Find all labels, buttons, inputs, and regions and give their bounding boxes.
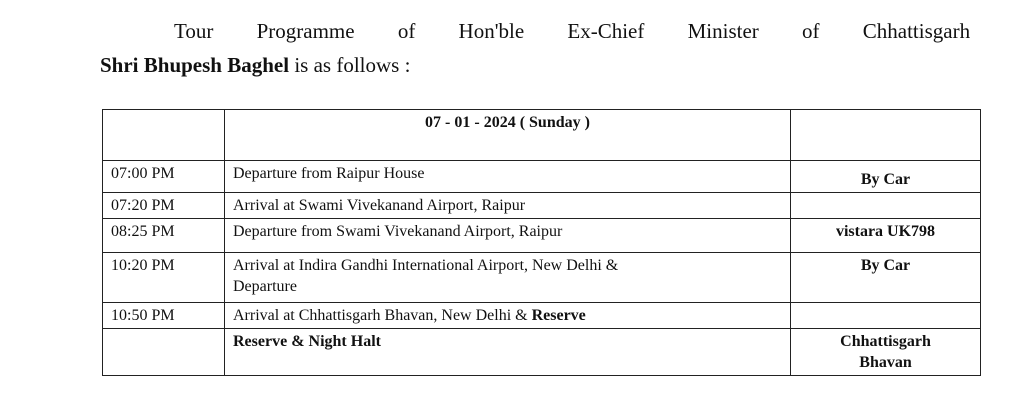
- intro-word: Hon'ble: [458, 19, 525, 43]
- time-cell: 10:20 PM: [103, 253, 225, 303]
- intro-word: Programme: [256, 19, 355, 43]
- event-cell: Departure from Raipur House: [225, 161, 791, 193]
- table-row: [103, 219, 981, 253]
- time-cell: [103, 329, 225, 376]
- intro-paragraph: [100, 14, 970, 82]
- table-row: [103, 303, 981, 329]
- reserve-label: Reserve: [531, 307, 586, 324]
- event-cell: Reserve & Night Halt: [225, 329, 791, 376]
- date-header: 07 - 01 - 2024 ( Sunday ): [225, 110, 791, 161]
- intro-word: Minister: [687, 19, 759, 43]
- event-line: Arrival at Indira Gandhi International Airport, New Delhi &: [233, 257, 619, 274]
- header-empty-cell: [791, 110, 981, 161]
- time-cell: 10:50 PM: [103, 303, 225, 329]
- time-cell: 08:25 PM: [103, 219, 225, 253]
- mode-cell: [791, 303, 981, 329]
- event-text: Arrival at Chhattisgarh Bhavan, New Delhi &: [233, 307, 532, 324]
- mode-line: Chhattisgarh: [840, 333, 931, 350]
- intro-word: of: [397, 19, 416, 43]
- table-row: [103, 329, 981, 376]
- mode-line: Bhavan: [859, 354, 912, 371]
- table-header-row: [103, 110, 981, 161]
- table-row: [103, 253, 981, 303]
- time-cell: 07:20 PM: [103, 193, 225, 219]
- mode-cell: By Car: [791, 253, 981, 303]
- event-cell: [225, 303, 791, 329]
- event-cell: Arrival at Swami Vivekanand Airport, Raipur: [225, 193, 791, 219]
- header-empty-cell: [103, 110, 225, 161]
- event-cell: [225, 253, 791, 303]
- event-line: Departure: [233, 278, 297, 295]
- intro-rest: is as follows :: [289, 53, 411, 77]
- mode-cell: [791, 329, 981, 376]
- table-row: [103, 161, 981, 193]
- intro-line-2: [100, 48, 970, 82]
- mode-cell: [791, 193, 981, 219]
- intro-line-1: [100, 14, 970, 48]
- person-name: Shri Bhupesh Baghel: [100, 53, 290, 77]
- intro-word: Tour: [174, 19, 214, 43]
- event-cell: Departure from Swami Vivekanand Airport, Raipur: [225, 219, 791, 253]
- time-cell: 07:00 PM: [103, 161, 225, 193]
- intro-word: of: [802, 19, 820, 43]
- intro-word: Chhattisgarh: [862, 19, 971, 43]
- mode-cell: By Car: [791, 161, 981, 193]
- table-row: [103, 193, 981, 219]
- mode-cell: vistara UK798: [791, 219, 981, 253]
- intro-word: Ex-Chief: [567, 19, 645, 43]
- schedule-table: [102, 109, 981, 376]
